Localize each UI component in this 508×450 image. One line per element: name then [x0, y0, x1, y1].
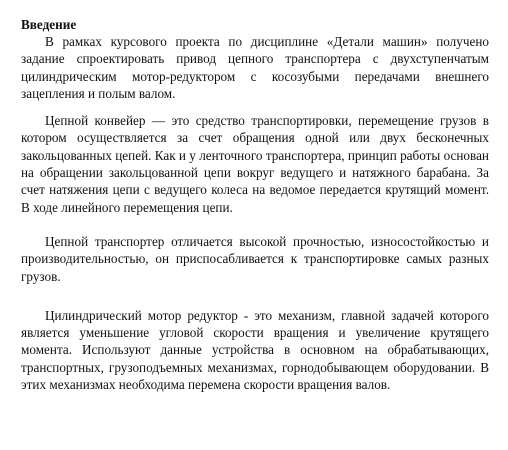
paragraph-chain-conveyor: Цепной конвейер — это средство транспортировки, перемещение грузов в котором осуществляется за счет обращения одной или двух бесконечных закольцованных цепей. Как и у ленточного транспортера, принцип работы основан на обращении закольцованной цепи вокруг ведущего и натяжного барабана. За счет натяжения цепи с ведущего колеса на ведомое передается крутящий момент. В ходе линейного перемещения цепи. [21, 113, 489, 215]
paragraph-conveyor-properties: Цепной транспортер отличается высокой прочностью, износостойкостью и производительностью, он приспосабливается к транспортировке самых разных грузов. [21, 233, 489, 284]
paragraph-intro: В рамках курсового проекта по дисциплине «Детали машин» получено задание спроектировать привод цепного транспортера с двухступенчатым цилиндрическим мотор-редуктором с косозубыми передачами внешнего зацепления и полым валом. [21, 34, 489, 101]
section-heading: Введение [21, 17, 77, 32]
paragraph-gear-motor: Цилиндрический мотор редуктор - это механизм, главной задачей которого является уменьшение угловой скорости вращения и увеличение крутящего момента. Используют данные устройства в основном на обрабатывающих, транспортных, грузоподъемных механизмах, горнодобывающем оборудовании. В этих механизмах необходима перемена скорости вращения валов. [21, 307, 489, 393]
document-page [21, 16, 489, 393]
